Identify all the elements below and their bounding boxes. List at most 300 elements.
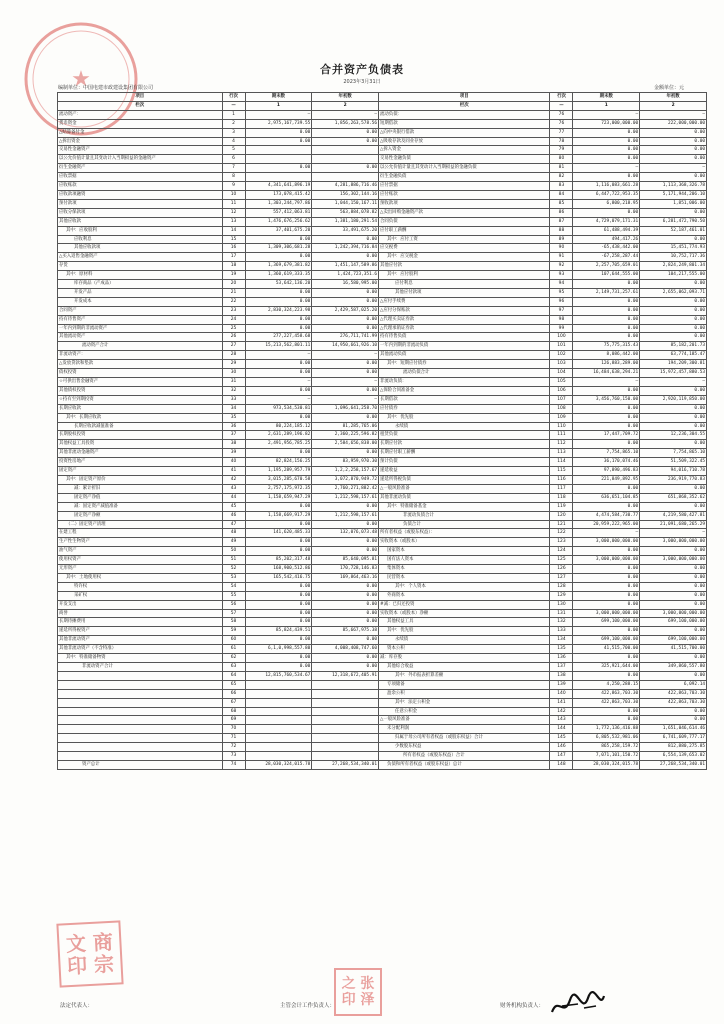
cell-begin-left	[312, 680, 379, 689]
cell-begin-left: 1,381,180,291.54	[312, 217, 379, 226]
cell-begin-right: 0.00	[640, 582, 707, 591]
cell-begin-left: 1,242,394,716.84	[312, 244, 379, 253]
table-row	[58, 324, 707, 333]
unit-label: 金额单位：元	[653, 85, 684, 91]
table-row	[58, 199, 707, 208]
subheader-line-right: —	[550, 101, 573, 110]
cell-line-right: 110	[550, 422, 573, 431]
cell-begin-right: 0.00	[640, 591, 707, 600]
table-row	[58, 529, 707, 538]
table-row	[58, 680, 707, 689]
cell-begin-left: 0.00	[312, 413, 379, 422]
cell-end-right: 41,515,700.00	[573, 645, 640, 654]
cell-line-left: 72	[222, 743, 245, 752]
cell-end-right: —	[573, 164, 640, 173]
cell-line-left: 61	[222, 645, 245, 654]
cell-begin-left: 1,212,598,157.61	[312, 511, 379, 520]
table-row	[58, 190, 707, 199]
cell-line-left: 12	[222, 208, 245, 217]
cell-line-left: 8	[222, 173, 245, 182]
cell-begin-right: 1,651,046,614.46	[640, 725, 707, 734]
cell-end-left: 0.00	[245, 253, 312, 262]
cell-begin-right: —	[640, 529, 707, 538]
subheader-label-right: 栏次	[379, 101, 550, 110]
table-row	[58, 360, 707, 369]
cell-item-left	[58, 716, 223, 725]
cell-begin-left: 0.00	[312, 636, 379, 645]
cell-begin-left: 2,760,271,882.42	[312, 484, 379, 493]
header-line: 行次	[222, 93, 245, 102]
header-begin-right: 年初数	[640, 93, 707, 102]
table-row	[58, 378, 707, 387]
cell-begin-left	[312, 752, 379, 761]
cell-line-left: 47	[222, 520, 245, 529]
cell-line-right: 118	[550, 493, 573, 502]
cell-item-left: ☆持有至到期投资	[58, 395, 223, 404]
cell-item-left: 其他非流动资产	[58, 636, 223, 645]
cell-item-left: 其中：应收股利	[58, 226, 223, 235]
cell-end-left: —	[245, 395, 312, 404]
cell-item-right: 其中：外币报表折算差额	[379, 671, 550, 680]
cell-line-right: 136	[550, 654, 573, 663]
table-row	[58, 226, 707, 235]
cell-end-right: 20,959,222,965.00	[573, 520, 640, 529]
cell-begin-left	[312, 725, 379, 734]
table-row	[58, 743, 707, 752]
cell-begin-left: 1,451,147,589.86	[312, 262, 379, 271]
cell-item-right: 以公允价值计量且其变动计入当期损益的金融负债	[379, 164, 550, 173]
cell-begin-left: 0.00	[312, 360, 379, 369]
cell-item-left: 采矿权	[58, 591, 223, 600]
cell-item-left: 应收账款	[58, 182, 223, 191]
cell-line-left: 38	[222, 440, 245, 449]
cell-line-left: 67	[222, 698, 245, 707]
cell-item-right: 递延所得税负债	[379, 475, 550, 484]
cell-begin-right: 812,880,275.85	[640, 743, 707, 752]
cell-item-right: △一般风险准备	[379, 716, 550, 725]
cell-item-right: △卖出回购金融资产款	[379, 208, 550, 217]
cell-end-left: 2,830,324,223.98	[245, 306, 312, 315]
cell-line-left: 35	[222, 413, 245, 422]
cell-item-left: 存货	[58, 262, 223, 271]
cell-item-left	[58, 743, 223, 752]
cell-item-right: △应付手续费	[379, 297, 550, 306]
cell-item-right: 永续债	[379, 422, 550, 431]
cell-line-right: 82	[550, 173, 573, 182]
cell-item-right: 租赁负债	[379, 431, 550, 440]
cell-begin-right: 0.00	[640, 146, 707, 155]
cell-item-left	[58, 671, 223, 680]
cell-line-left: 25	[222, 324, 245, 333]
table-row	[58, 449, 707, 458]
cell-line-left: 64	[222, 671, 245, 680]
cell-end-right: 0.00	[573, 707, 640, 716]
cell-line-right: 108	[550, 404, 573, 413]
cell-line-right: 140	[550, 689, 573, 698]
cell-begin-right: 85,182,201.73	[640, 342, 707, 351]
cell-begin-right: —	[640, 164, 707, 173]
cell-item-right: 所有者权益（或股东权益）：	[379, 529, 550, 538]
cell-begin-left: —	[312, 110, 379, 119]
cell-end-left: 6,1,0,998,557.80	[245, 645, 312, 654]
cell-end-left: 1,195,289,957.79	[245, 467, 312, 476]
cell-begin-left: 0.00	[312, 137, 379, 146]
cell-item-left: 长期应收款	[58, 404, 223, 413]
table-row	[58, 173, 707, 182]
cell-line-right: 148	[550, 760, 573, 769]
table-row	[58, 395, 707, 404]
cell-begin-left	[312, 173, 379, 182]
cell-item-left: 持有待售资产	[58, 315, 223, 324]
table-row	[58, 440, 707, 449]
cell-end-left	[245, 146, 312, 155]
table-row	[58, 110, 707, 119]
cell-begin-left: 0.00	[312, 538, 379, 547]
cell-line-right: 78	[550, 137, 573, 146]
cell-begin-right: 3,000,000,000.00	[640, 538, 707, 547]
cell-end-right: 221,849,892.95	[573, 475, 640, 484]
cell-begin-left: 2,584,656,838.00	[312, 440, 379, 449]
cell-line-right: 95	[550, 288, 573, 297]
cell-begin-right: 0.00	[640, 654, 707, 663]
cell-item-left: 递延所得税资产	[58, 627, 223, 636]
cell-line-right: 86	[550, 208, 573, 217]
cell-begin-left: 0.00	[312, 502, 379, 511]
cell-begin-right: 0.00	[640, 404, 707, 413]
cell-item-left: 生产性生物资产	[58, 538, 223, 547]
cell-end-left: 2,975,167,739.55	[245, 119, 312, 128]
seal-square-left: 文 商 印 宗	[56, 920, 123, 987]
table-row	[58, 128, 707, 137]
cell-item-left	[58, 689, 223, 698]
cell-item-right: 长期应付款	[379, 440, 550, 449]
cell-line-right: 117	[550, 484, 573, 493]
cell-end-left: 0.00	[245, 600, 312, 609]
cell-begin-left: 0.00	[312, 609, 379, 618]
cell-item-left: 减：累计折旧	[58, 484, 223, 493]
cell-end-right: 0.00	[573, 413, 640, 422]
cell-end-left: 0.00	[245, 315, 312, 324]
table-row	[58, 645, 707, 654]
cell-begin-right: 2,920,119,850.00	[640, 395, 707, 404]
cell-line-left: 57	[222, 609, 245, 618]
cell-item-left: 应收票据	[58, 173, 223, 182]
table-row	[58, 547, 707, 556]
cell-line-right: 132	[550, 618, 573, 627]
cell-begin-right: 236,919,770.83	[640, 475, 707, 484]
cell-line-right: 96	[550, 297, 573, 306]
cell-line-right: 92	[550, 262, 573, 271]
cell-begin-left: 0.00	[312, 582, 379, 591]
cell-end-left	[245, 173, 312, 182]
cell-end-left: 0.00	[245, 502, 312, 511]
cell-item-left: 在建工程	[58, 529, 223, 538]
cell-line-left: 19	[222, 271, 245, 280]
cell-item-right: 负债合计	[379, 520, 550, 529]
subheader-c: 1	[573, 101, 640, 110]
cell-begin-left: 276,711,741.99	[312, 333, 379, 342]
legal-rep-label: 法定代表人：	[60, 1003, 94, 1009]
header-item-right: 项目	[379, 93, 550, 102]
cell-end-left	[245, 716, 312, 725]
cell-end-right: 16,484,638,294.21	[573, 369, 640, 378]
table-row	[58, 654, 707, 663]
cell-begin-right: 0.00	[640, 386, 707, 395]
subheader-b: 2	[312, 101, 379, 110]
table-row	[58, 689, 707, 698]
cell-line-right: 94	[550, 280, 573, 289]
cell-item-right: 专项储备	[379, 680, 550, 689]
cell-item-right: △向中央银行借款	[379, 128, 550, 137]
cell-begin-right: 0.00	[640, 707, 707, 716]
cell-begin-right: 0.00	[640, 324, 707, 333]
cell-begin-left: 0.00	[312, 591, 379, 600]
table-row	[58, 297, 707, 306]
cell-line-right: 143	[550, 716, 573, 725]
cell-line-left: 17	[222, 253, 245, 262]
cell-end-right: 6,800,218.95	[573, 199, 640, 208]
cell-end-left: 0.00	[245, 591, 312, 600]
table-row	[58, 458, 707, 467]
cell-begin-right: 5,171,944,206.10	[640, 190, 707, 199]
cell-item-right: 少数股东权益	[379, 743, 550, 752]
cell-end-right: 0.00	[573, 484, 640, 493]
table-row	[58, 306, 707, 315]
cell-end-right: 3,456,760,150.00	[573, 395, 640, 404]
cell-begin-left: 0.00	[312, 128, 379, 137]
finance-head-label: 财务机构负责人：	[500, 1003, 545, 1009]
cell-line-left: 43	[222, 484, 245, 493]
cell-begin-left: 0.00	[312, 600, 379, 609]
cell-item-left: ☆可供出售金融资产	[58, 378, 223, 387]
cell-item-right: 外商资本	[379, 591, 550, 600]
cell-line-left: 48	[222, 529, 245, 538]
cell-end-left: 0.00	[245, 386, 312, 395]
cell-item-left: 流动资产合计	[58, 342, 223, 351]
cell-item-left	[58, 752, 223, 761]
cell-item-left: 减：固定资产减值准备	[58, 502, 223, 511]
cell-line-left: 70	[222, 725, 245, 734]
cell-begin-left: 83,959,970.30	[312, 458, 379, 467]
cell-line-left: 71	[222, 734, 245, 743]
table-row	[58, 431, 707, 440]
cell-begin-left: 85,667,975.38	[312, 627, 379, 636]
cell-begin-right: 0.00	[640, 297, 707, 306]
cell-line-left: 15	[222, 235, 245, 244]
cell-begin-left: 156,302,144.16	[312, 190, 379, 199]
cell-begin-left: 3,072,870,949.72	[312, 475, 379, 484]
cell-end-right: 865,258,159.72	[573, 743, 640, 752]
cell-begin-left: —	[312, 351, 379, 360]
cell-item-left	[58, 707, 223, 716]
cell-end-left: 0.00	[245, 538, 312, 547]
cell-line-right: 121	[550, 520, 573, 529]
cell-end-left	[245, 734, 312, 743]
table-row	[58, 288, 707, 297]
cell-begin-left: 0.00	[312, 386, 379, 395]
cell-end-right: 0.00	[573, 716, 640, 725]
cell-item-left: △发放贷款和垫款	[58, 360, 223, 369]
cell-end-right: 2,257,705,659.01	[573, 262, 640, 271]
cell-end-left: —	[245, 110, 312, 119]
cell-end-left: —	[245, 378, 312, 387]
cell-line-right: 137	[550, 663, 573, 672]
cell-begin-left: 2,429,587,025.20	[312, 306, 379, 315]
cell-end-right: 126,883,289.00	[573, 360, 640, 369]
cell-line-right: 106	[550, 386, 573, 395]
cell-end-left: 173,078,415.42	[245, 190, 312, 199]
cell-end-right: 0.00	[573, 573, 640, 582]
cell-item-left: 无形资产	[58, 565, 223, 574]
cell-begin-right: 94,016,710.78	[640, 467, 707, 476]
cell-line-left: 10	[222, 190, 245, 199]
cell-line-right: 79	[550, 146, 573, 155]
cell-begin-right: 1,113,368,326.78	[640, 182, 707, 191]
cell-begin-left: —	[312, 395, 379, 404]
cell-line-right: 116	[550, 475, 573, 484]
cell-begin-right: 0.00	[640, 422, 707, 431]
cell-end-right: 0.00	[573, 315, 640, 324]
cell-begin-right: 6,554,139,653.02	[640, 752, 707, 761]
svg-text:★: ★	[71, 67, 91, 92]
table-row	[58, 707, 707, 716]
cell-line-left: 26	[222, 333, 245, 342]
cell-end-left: 12,815,760,534.67	[245, 671, 312, 680]
cell-item-right: 其中：应交税金	[379, 253, 550, 262]
table-row	[58, 413, 707, 422]
cell-end-right: 0.00	[573, 582, 640, 591]
cell-end-left: 0.00	[245, 360, 312, 369]
cell-end-left: 141,620,485.33	[245, 529, 312, 538]
cell-line-right: 93	[550, 271, 573, 280]
cell-line-left: 37	[222, 431, 245, 440]
cell-line-right: 128	[550, 582, 573, 591]
table-row	[58, 600, 707, 609]
cell-begin-left: 0.00	[312, 297, 379, 306]
cell-begin-right: 6,281,472,790.50	[640, 217, 707, 226]
cell-line-right: 139	[550, 680, 573, 689]
cell-end-left: 82,824,156.25	[245, 458, 312, 467]
cell-begin-left: 0.00	[312, 449, 379, 458]
cell-line-right: 129	[550, 591, 573, 600]
table-row	[58, 253, 707, 262]
table-row	[58, 342, 707, 351]
cell-item-right: 一年内到期的非流动负债	[379, 342, 550, 351]
cell-begin-left: 4,008,408,747.60	[312, 645, 379, 654]
cell-line-left: 16	[222, 244, 245, 253]
cell-item-left: 流动资产：	[58, 110, 223, 119]
table-row	[58, 725, 707, 734]
cell-line-right: 130	[550, 600, 573, 609]
cell-end-left: 2,757,175,972.35	[245, 484, 312, 493]
cell-begin-left	[312, 155, 379, 164]
cell-end-right: 0.00	[573, 502, 640, 511]
cell-end-right: 7,071,101,150.72	[573, 752, 640, 761]
cell-end-left: 1,360,619,333.35	[245, 271, 312, 280]
cell-begin-right: 0.00	[640, 671, 707, 680]
cell-end-right: 6,805,532,981.06	[573, 734, 640, 743]
cell-end-right: 0.00	[573, 422, 640, 431]
cell-end-right: 107,644,555.00	[573, 271, 640, 280]
table-header-row	[58, 93, 707, 102]
cell-line-left: 30	[222, 369, 245, 378]
cell-item-right: 应交税费	[379, 244, 550, 253]
cell-end-left: 0.00	[245, 663, 312, 672]
table-row	[58, 618, 707, 627]
cell-end-right: 494,417.26	[573, 235, 640, 244]
cell-item-left: 以公允价值计量且其变动计入当期损益的金融资产	[58, 155, 223, 164]
cell-end-left: 0.00	[245, 288, 312, 297]
cell-item-right: 非流动负债合计	[379, 511, 550, 520]
cell-begin-left: 563,884,078.82	[312, 208, 379, 217]
table-row	[58, 636, 707, 645]
cell-begin-right: 422,863,703.30	[640, 698, 707, 707]
cell-begin-left: 4,281,886,716.46	[312, 182, 379, 191]
cell-line-right: 142	[550, 707, 573, 716]
cell-line-right: 131	[550, 609, 573, 618]
cell-end-left: 0.00	[245, 297, 312, 306]
table-row	[58, 475, 707, 484]
cell-item-right: 民营资本	[379, 573, 550, 582]
cell-end-right: 0.00	[573, 297, 640, 306]
cell-begin-right: 15,972,457,880.53	[640, 369, 707, 378]
cell-line-left: 56	[222, 600, 245, 609]
cell-line-right: 105	[550, 378, 573, 387]
cell-item-left	[58, 698, 223, 707]
table-row	[58, 262, 707, 271]
cell-line-left: 69	[222, 716, 245, 725]
cell-begin-left: 81,285,765.06	[312, 422, 379, 431]
cell-line-left: 50	[222, 547, 245, 556]
cell-end-left: 85,202,317.48	[245, 556, 312, 565]
report-date: 2023年3月31日	[343, 79, 381, 85]
cell-end-right: 4,250,288.15	[573, 680, 640, 689]
cell-begin-left: 1,044,150,167.11	[312, 199, 379, 208]
cell-end-left: 37,401,675.20	[245, 226, 312, 235]
cell-item-right: 应付职工薪酬	[379, 226, 550, 235]
cell-line-left: 7	[222, 164, 245, 173]
cell-end-left: 165,542,416.75	[245, 573, 312, 582]
cell-item-left: 资产总计	[58, 760, 223, 769]
cell-begin-left: 14,950,661,926.10	[312, 342, 379, 351]
cell-end-left: 2,491,956,785.25	[245, 440, 312, 449]
cell-item-right: 其中：特准储备基金	[379, 502, 550, 511]
cell-line-left: 41	[222, 467, 245, 476]
cell-begin-right: 0.00	[640, 547, 707, 556]
cell-begin-right: —	[640, 378, 707, 387]
cell-begin-left: 1,212,598,157.61	[312, 493, 379, 502]
cell-line-left: 9	[222, 182, 245, 191]
cell-item-left: 其他应收款项	[58, 244, 223, 253]
table-row	[58, 404, 707, 413]
table-row	[58, 671, 707, 680]
cell-item-left: 应收分保款项	[58, 208, 223, 217]
cell-end-right: 6,447,722,953.35	[573, 190, 640, 199]
cell-end-left: 0.00	[245, 324, 312, 333]
cell-line-right: 113	[550, 449, 573, 458]
cell-item-right: △一般风险准备	[379, 484, 550, 493]
table-row	[58, 208, 707, 217]
cell-end-right: 36,170,074.46	[573, 458, 640, 467]
cell-item-left: 预付款项	[58, 199, 223, 208]
cell-line-left: 62	[222, 654, 245, 663]
table-row	[58, 609, 707, 618]
cell-line-left: 53	[222, 573, 245, 582]
cell-item-left: 油气资产	[58, 547, 223, 556]
cell-item-left: 其中：原材料	[58, 271, 223, 280]
cell-item-right: 资本公积	[379, 645, 550, 654]
cell-end-right: 0.00	[573, 208, 640, 217]
